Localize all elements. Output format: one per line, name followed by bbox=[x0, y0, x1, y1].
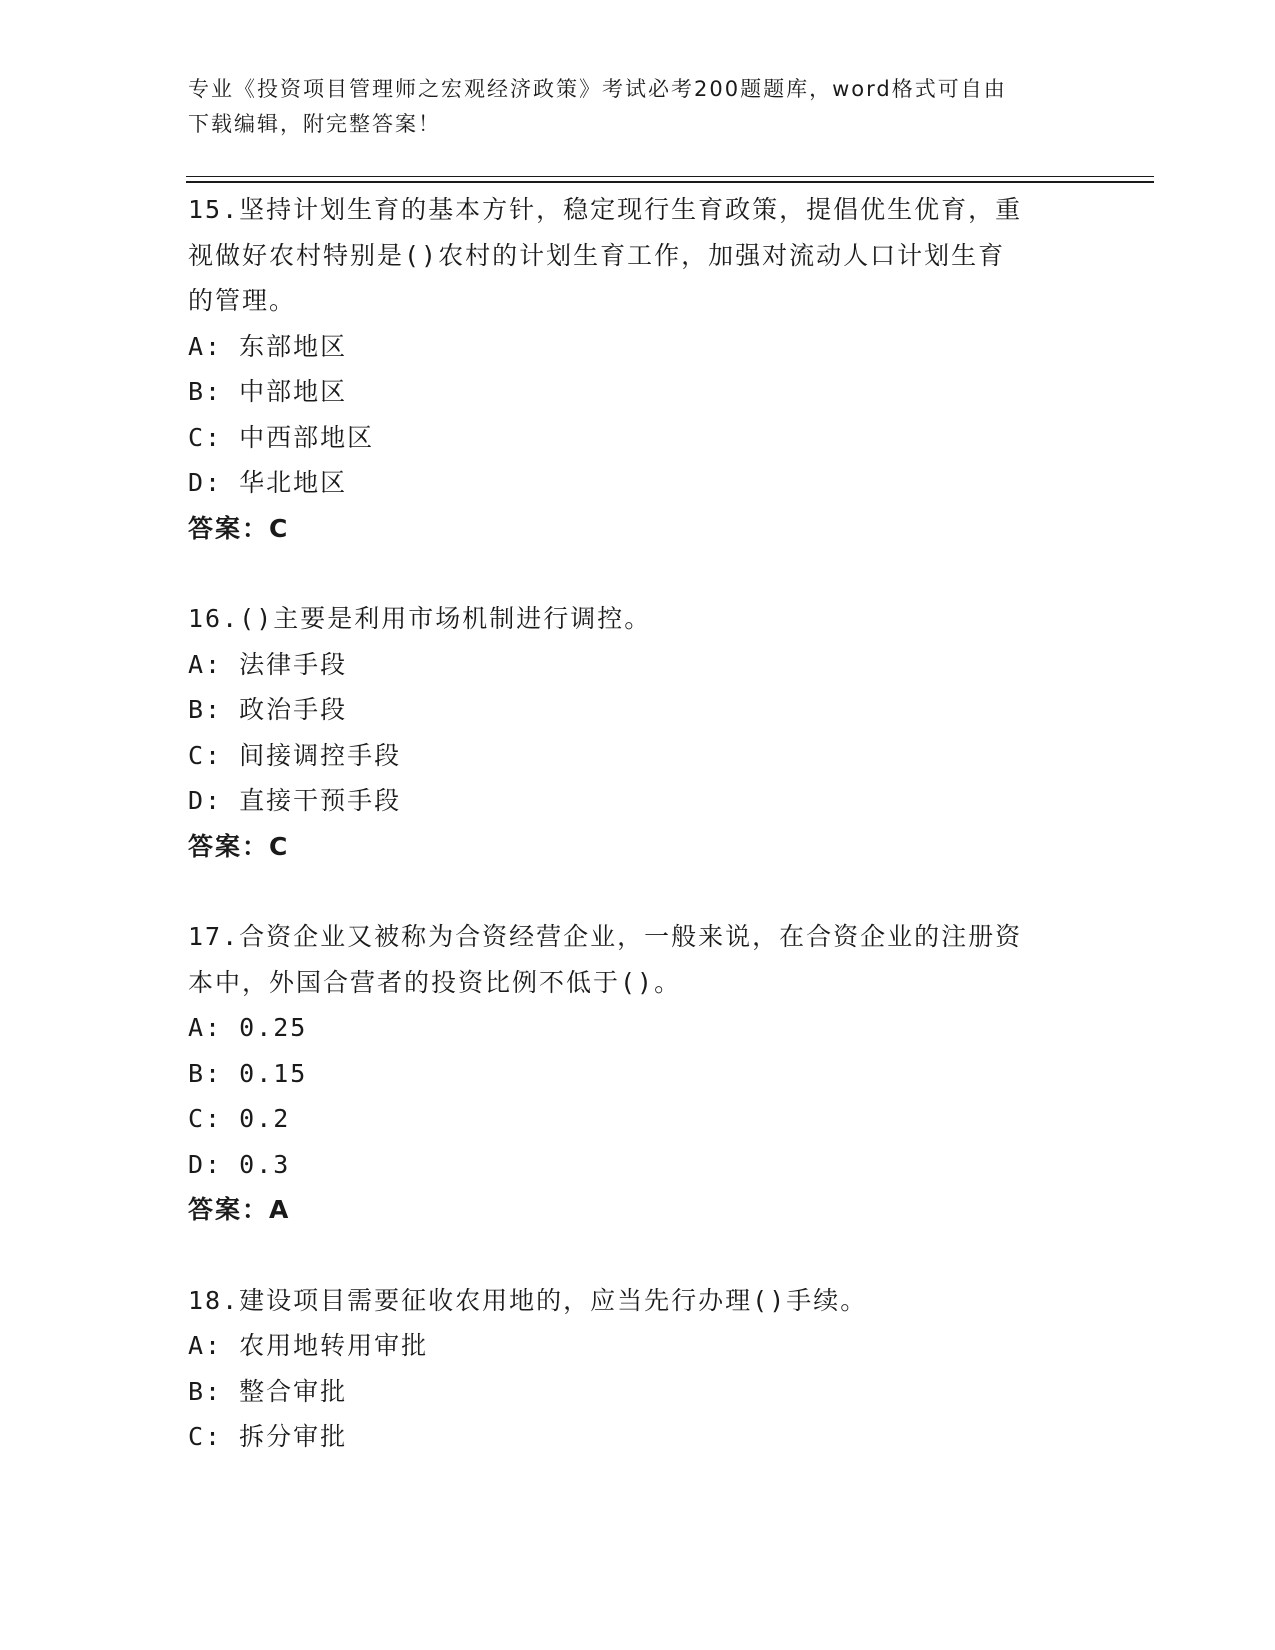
option-c: C: 中西部地区 bbox=[188, 422, 375, 452]
option-d: D: 直接干预手段 bbox=[188, 786, 402, 815]
option-a: A: 农用地转用审批 bbox=[188, 1331, 429, 1360]
question-stem-line: 17.合资企业又被称为合资经营企业，一般来说，在合资企业的注册资 bbox=[188, 922, 1023, 951]
option-c: C: 0.2 bbox=[188, 1104, 291, 1133]
option-b: B: 0.15 bbox=[188, 1058, 308, 1088]
question-18 bbox=[188, 1278, 1088, 1460]
document-intro bbox=[188, 72, 1068, 142]
question-17 bbox=[188, 914, 1088, 1233]
question-stem-line: 18.建设项目需要征收农用地的，应当先行办理()手续。 bbox=[188, 1285, 868, 1315]
option-c: C: 间接调控手段 bbox=[188, 740, 402, 770]
option-a: A: 0.25 bbox=[188, 1013, 308, 1042]
intro-line-1: 专业《投资项目管理师之宏观经济政策》考试必考200题题库，word格式可自由 bbox=[188, 77, 1007, 101]
intro-line-2: 下载编辑，附完整答案！ bbox=[188, 112, 441, 136]
question-stem-line: 16.()主要是利用市场机制进行调控。 bbox=[188, 604, 652, 633]
question-16 bbox=[188, 596, 1088, 869]
answer: 答案：C bbox=[188, 513, 290, 543]
answer: 答案：C bbox=[188, 831, 290, 861]
question-stem-line: 视做好农村特别是()农村的计划生育工作，加强对流动人口计划生育 bbox=[188, 240, 1006, 270]
header-divider-thin bbox=[186, 176, 1154, 177]
option-d: D: 华北地区 bbox=[188, 468, 348, 497]
option-b: B: 整合审批 bbox=[188, 1376, 348, 1406]
question-stem-line: 本中，外国合营者的投资比例不低于()。 bbox=[188, 967, 682, 997]
option-a: A: 法律手段 bbox=[188, 649, 348, 679]
question-list bbox=[188, 187, 1088, 1460]
option-d: D: 0.3 bbox=[188, 1149, 291, 1179]
answer: 答案：A bbox=[188, 1195, 291, 1224]
option-b: B: 政治手段 bbox=[188, 695, 348, 724]
option-a: A: 东部地区 bbox=[188, 331, 348, 361]
header-divider-thick bbox=[186, 181, 1154, 183]
question-15 bbox=[188, 187, 1088, 551]
option-b: B: 中部地区 bbox=[188, 377, 348, 406]
question-stem-line: 的管理。 bbox=[188, 286, 297, 315]
question-stem-line: 15.坚持计划生育的基本方针，稳定现行生育政策，提倡优生优育，重 bbox=[188, 195, 1023, 224]
option-c: C: 拆分审批 bbox=[188, 1422, 348, 1451]
